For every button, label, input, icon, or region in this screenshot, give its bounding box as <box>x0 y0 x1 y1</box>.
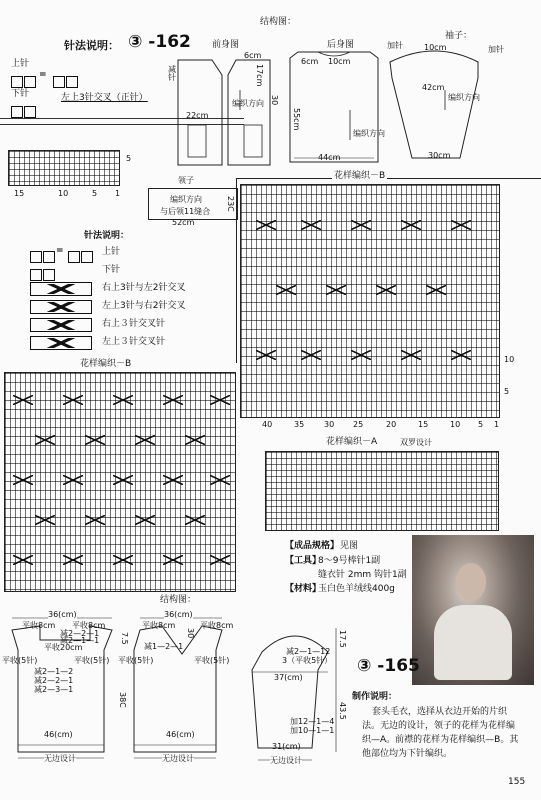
tool-value-2: 缝衣针 2mm 钩针1副 <box>318 570 407 580</box>
sleeve-dim-30: 30cm <box>428 151 451 160</box>
legend-purl-label: 下针 <box>11 89 30 99</box>
collar-note: 与后领11缝合 <box>160 207 211 216</box>
sleeve165-width: 37(cm) <box>274 673 303 682</box>
sleeve-title: 袖子： <box>445 31 473 41</box>
front-dim-22: 22cm <box>186 111 209 120</box>
front-title: 前身图 <box>212 40 240 50</box>
mid-height: 38C <box>118 692 127 708</box>
legend2-purl: 下针 <box>102 265 121 275</box>
sleeve165-hem: 无边设计 <box>270 756 302 765</box>
tick-20: 20 <box>386 420 397 429</box>
front-dim-6: 6cm <box>244 51 262 60</box>
stitch-legend-2: = 上针 下针 右上3针与左2针交叉 左上3针与右2针交叉 右上３针交叉针 左上３针交叉针 <box>24 244 204 350</box>
front-dim-30: 30 <box>270 95 279 106</box>
collar-width: 52cm <box>172 218 195 227</box>
sleeve-add-right: 加针 <box>488 45 504 54</box>
back-dim-10: 10cm <box>328 57 351 66</box>
left-side4: 减2—3—1 <box>34 685 74 694</box>
small-tick-1: 1 <box>115 189 121 198</box>
small-chart-row-label: 5 <box>126 154 132 163</box>
left-top-dim: 36(cm) <box>48 610 77 619</box>
legend2-cross-3: 右上３针交叉针 <box>102 319 166 329</box>
left-side1-r: 平收(5针) <box>74 656 110 665</box>
collar-height: 23C <box>226 196 235 212</box>
chart-a-title: 花样编织－A <box>326 437 378 447</box>
page-number: 155 <box>508 777 526 787</box>
tick-1: 1 <box>494 420 500 429</box>
mid-top-dim: 36(cm) <box>164 610 193 619</box>
front-reduce-label: 减针 <box>168 65 176 82</box>
sleeve165-inc1: 加12—1—4 <box>290 717 335 726</box>
left-side2: 减2—1—2 <box>34 667 74 676</box>
mid-side-r: 平收(5针) <box>194 656 230 665</box>
mid-side-l: 平收(5针) <box>118 656 154 665</box>
chart-b-left-title: 花样编织－B <box>80 359 132 369</box>
sleeve165-h1: 17.5 <box>338 630 347 648</box>
sleeve165-bottom: 31(cm) <box>272 742 301 751</box>
pattern-165-number: ③ -165 <box>357 656 420 676</box>
back-title: 后身图 <box>327 40 355 50</box>
spec-title: 【成品规格】 <box>285 541 340 551</box>
stitch-legend-162: 上针 = 下针 左上3针交叉（正针） <box>5 54 160 116</box>
mid-hem: 无边设计 <box>162 754 194 763</box>
sleeve-dim-42: 42cm <box>422 83 445 92</box>
back-dim-6: 6cm <box>301 57 319 66</box>
structure-165-title: 结构图： <box>160 595 197 605</box>
tick-35: 35 <box>294 420 305 429</box>
left-neck1: 平收8cm <box>22 621 56 630</box>
stitch-legend-title: 针法说明： <box>64 39 119 52</box>
back-direction-label: 编织方向 <box>353 129 385 138</box>
mid-neck1-r: 平收8cm <box>200 621 234 630</box>
instructions-line-3: 织—A。前襟的花样为花样编织—B。其 <box>362 735 519 745</box>
legend2-knit: 上针 <box>102 247 121 257</box>
sleeve-direction-label: 编织方向 <box>448 93 480 102</box>
structure-162-title: 结构图： <box>260 17 297 27</box>
sleeve165-inc2: 加10—1—1 <box>290 726 335 735</box>
instructions-line-4: 他部位均为下针编织。 <box>362 749 453 759</box>
chart-b-right-row-5: 5 <box>504 387 510 396</box>
legend2-cross-4: 左上３针交叉针 <box>102 337 166 347</box>
tick-25: 25 <box>353 420 364 429</box>
tick-5: 5 <box>478 420 484 429</box>
legend2-cross-2: 左上3针与右2针交叉 <box>102 301 186 311</box>
left-side1: 平收(5针) <box>2 656 38 665</box>
mid-neck2: 减1—2—1 <box>144 642 184 651</box>
mid-v5: 7.5 <box>120 632 129 645</box>
pattern-162-number: ③ -162 <box>128 32 191 52</box>
sleeve165-sub1: 减2—1—12 <box>286 647 331 656</box>
sleeve165-sub2: 3（平收5针） <box>282 656 333 665</box>
tool-title: 【工具】 <box>285 556 322 566</box>
tick-40: 40 <box>262 420 273 429</box>
legend-cable-label: 左上3针交叉（正针） <box>61 93 148 103</box>
instructions-line-1: 套头毛衣，选择从衣边开始的片织 <box>372 707 508 717</box>
left-neck2: 减2—2—1 <box>60 629 100 638</box>
collar-label: 领子 <box>178 176 194 185</box>
legend2-cross-1: 右上3针与左2针交叉 <box>102 283 186 293</box>
tick-10: 10 <box>450 420 461 429</box>
legend-knit-label: 上针 <box>11 59 30 69</box>
mid-v30: 30 <box>186 628 195 639</box>
chart-b-right-row-10: 10 <box>504 355 515 364</box>
material-value: 玉白色羊绒线400g <box>318 584 395 594</box>
chart-b-right-title: 花样编织－B <box>334 171 386 181</box>
sleeve-add-left: 加针 <box>387 41 403 50</box>
tool-value: 8～9号棒针1副 <box>318 556 381 566</box>
small-tick-10: 10 <box>58 189 69 198</box>
sleeve-dim-10: 10cm <box>424 43 447 52</box>
legend2-title: 针法说明： <box>84 231 130 241</box>
front-direction-label: 编织方向 <box>232 99 264 108</box>
left-neck4: 平收20cm <box>44 643 83 652</box>
instructions-line-2: 法。无边的设计，领子的花样为花样编 <box>362 721 516 731</box>
spec-value: 见图 <box>340 541 359 551</box>
collar-direction: 编织方向 <box>170 195 202 204</box>
left-bottom-dim: 46(cm) <box>44 730 73 739</box>
back-dim-44: 44cm <box>318 153 341 162</box>
tick-30: 30 <box>324 420 335 429</box>
chart-a-sub: 双罗设计 <box>400 438 432 447</box>
back-dim-55: 55cm <box>292 108 301 131</box>
small-tick-15: 15 <box>14 189 25 198</box>
small-tick-5: 5 <box>92 189 98 198</box>
material-title: 【材料】 <box>285 584 322 594</box>
instructions-title: 制作说明： <box>352 692 398 702</box>
front-dim-17: 17cm <box>255 64 264 87</box>
tick-15: 15 <box>418 420 429 429</box>
left-side3: 减2—2—1 <box>34 676 74 685</box>
mid-neck1: 平收8cm <box>142 621 176 630</box>
left-neck1-r: 平收8cm <box>72 621 106 630</box>
left-neck3: 减2—1—1 <box>60 636 100 645</box>
mid-bottom-dim: 46(cm) <box>166 730 195 739</box>
sleeve165-height: 43.5 <box>338 702 347 720</box>
left-hem: 无边设计 <box>44 754 76 763</box>
